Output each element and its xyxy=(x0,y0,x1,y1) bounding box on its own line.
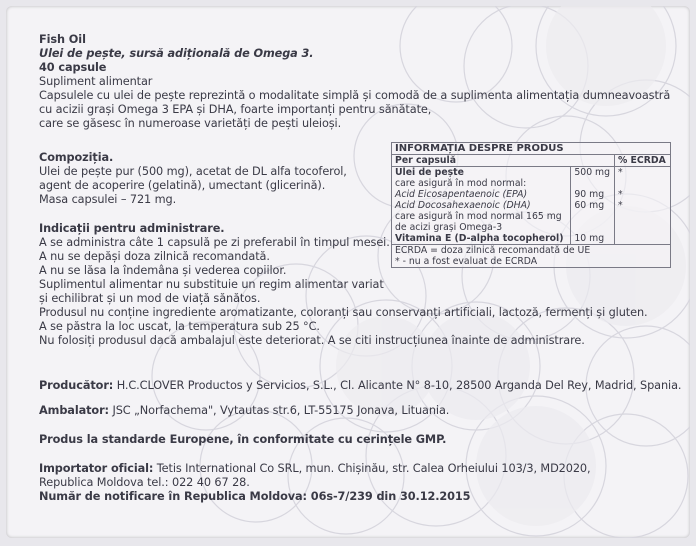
table-note-1: ECRDA = doza zilnică recomandată de UE xyxy=(392,245,671,257)
producer-label: Producător: xyxy=(39,379,114,392)
package-panel xyxy=(6,6,690,538)
product-name: Fish Oil xyxy=(39,33,86,46)
table-cell-value: 90 mg xyxy=(571,189,615,200)
table-row xyxy=(392,189,671,200)
table-cell-value: 500 mg xyxy=(571,167,615,179)
table-cell-name: Vitamina E (D-alpha tocopherol) xyxy=(392,233,571,245)
product-type: Supliment alimentar xyxy=(39,75,153,88)
composition-line-3: Masa capsulei – 721 mg. xyxy=(39,193,177,206)
product-subtitle: Ulei de pește, sursă adițională de Omega 3. xyxy=(39,47,314,60)
producer-text: H.C.CLOVER Productos y Servicios, S.L., Cl. Alicante N° 8-10, 28500 Arganda Del Rey, Madrid, Spania. xyxy=(113,379,682,392)
admin-line-7: A se păstra la loc uscat, la temperatura sub 25 °C. xyxy=(39,320,320,333)
importer-line-2: Republica Moldova tel.: 022 40 67 28. xyxy=(39,476,250,489)
table-cell-value: 10 mg xyxy=(571,233,615,245)
table-cell-name: Acid Docosahexaenoic (DHA) xyxy=(392,200,571,211)
table-cell-pct: * xyxy=(614,200,670,211)
table-cell-pct: * xyxy=(614,189,670,200)
admin-line-6: Produsul nu conține ingrediente aromatizante, coloranți sau conservanți artificiali, lactoză, fermenți și gluten. xyxy=(39,306,648,319)
table-col-per: Per capsulă xyxy=(392,155,615,167)
composition-line-1: Ulei de pește pur (500 mg), acetat de DL alfa tocoferol, xyxy=(39,165,347,178)
table-cell-pct xyxy=(614,233,670,245)
table-cell-pct xyxy=(614,222,670,233)
product-info-table xyxy=(391,142,671,268)
importer-text: Tetis International Co SRL, mun. Chișinău, str. Calea Orheiului 103/3, MD2020, xyxy=(153,462,591,475)
table-title: INFORMAȚIA DESPRE PRODUS xyxy=(392,143,671,155)
composition-line-2: agent de acoperire (gelatină), umectant (glicerină). xyxy=(39,179,326,192)
admin-line-5: și echilibrat și un mod de viață sănătos. xyxy=(39,292,261,305)
admin-line-4: Suplimentul alimentar nu substituie un regim alimentar variat xyxy=(39,278,384,291)
admin-line-2: A nu se depăși doza zilnică recomandată. xyxy=(39,250,270,263)
table-cell-pct xyxy=(614,211,670,222)
admin-title: Indicații pentru administrare. xyxy=(39,222,225,235)
table-cell-name: Acid Eicosapentaenoic (EPA) xyxy=(392,189,571,200)
notification-line: Număr de notificare în Republica Moldova: 06s-7/239 din 30.12.2015 xyxy=(39,490,471,503)
packer-label: Ambalator: xyxy=(39,404,109,417)
table-cell-pct: * xyxy=(614,167,670,179)
product-desc-3: care se găsesc în numeroase varietăți de pești uleioși. xyxy=(39,117,342,130)
table-cell-value xyxy=(571,178,615,189)
table-cell-value xyxy=(571,211,615,222)
table-row xyxy=(392,222,671,233)
table-note-2: * - nu a fost evaluat de ECRDA xyxy=(392,256,671,268)
admin-line-8: Nu folosiți produsul dacă ambalajul este deteriorat. A se citi instrucțiunea înainte de administrare. xyxy=(39,334,585,347)
standard-line: Produs la standarde Europene, în conformitate cu cerințele GMP. xyxy=(39,433,447,446)
table-cell-value xyxy=(571,222,615,233)
composition-title: Compoziția. xyxy=(39,151,114,164)
packer-text: JSC „Norfachema", Vytautas str.6, LT-55175 Jonava, Lituania. xyxy=(108,404,450,417)
admin-line-3: A nu se lăsa la îndemâna și vederea copiilor. xyxy=(39,264,287,277)
table-col-ecrda: % ECRDA xyxy=(614,155,670,167)
admin-line-1: A se administra câte 1 capsulă pe zi preferabil în timpul mesei. xyxy=(39,236,390,249)
table-cell-name: Ulei de pește xyxy=(392,167,571,179)
importer-label: Importator oficial: xyxy=(39,462,154,475)
table-row xyxy=(392,233,671,245)
product-count: 40 capsule xyxy=(39,61,107,74)
table-cell-name: de acizi grași Omega-3 xyxy=(392,222,571,233)
table-row xyxy=(392,200,671,211)
importer-line xyxy=(39,462,591,476)
table-row xyxy=(392,211,671,222)
table-cell-value: 60 mg xyxy=(571,200,615,211)
table-row xyxy=(392,167,671,179)
product-desc-2: cu acizii grași Omega 3 EPA și DHA, foarte importanți pentru sănătate, xyxy=(39,103,432,116)
packer-line xyxy=(39,404,449,418)
producer-line xyxy=(39,379,681,393)
product-desc-1: Capsulele cu ulei de pește reprezintă o modalitate simplă și comodă de a suplimenta alimentația dumneavoastră xyxy=(39,89,671,102)
table-cell-name: care asigură în mod normal: xyxy=(392,178,571,189)
table-cell-name: care asigură în mod normal 165 mg xyxy=(392,211,571,222)
table-cell-pct xyxy=(614,178,670,189)
table-row xyxy=(392,178,671,189)
